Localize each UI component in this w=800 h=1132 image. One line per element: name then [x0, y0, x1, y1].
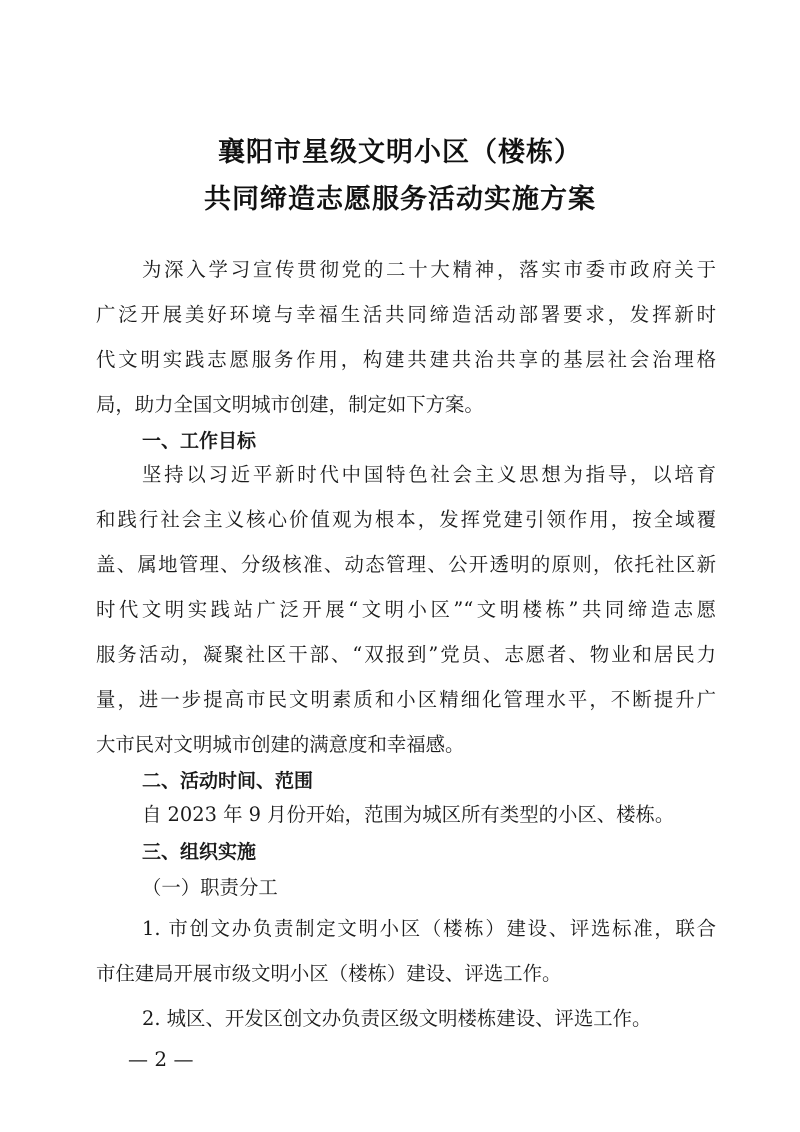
section-heading-time-scope: 二、活动时间、范围 [142, 770, 314, 792]
document-title-line-2: 共同缔造志愿服务活动实施方案 [204, 184, 596, 215]
section-heading-goals: 一、工作目标 [142, 430, 257, 452]
goals-line: 盖、属地管理、分级核准、动态管理、公开透明的原则，依托社区新 [96, 553, 716, 576]
page-number: — 2 — [128, 1047, 194, 1071]
intro-line: 广泛开展美好环境与幸福生活共同缔造活动部署要求，发挥新时 [96, 303, 716, 326]
duty-item-1-line: 1. 市创文办负责制定文明小区（楼栋）建设、评选标准，联合 [142, 917, 716, 940]
goals-line: 时代文明实践站广泛开展“文明小区”“文明楼栋”共同缔造志愿 [96, 598, 716, 621]
goals-line: 量，进一步提高市民文明素质和小区精细化管理水平，不断提升广 [96, 688, 716, 711]
section-heading-implementation: 三、组织实施 [142, 841, 257, 863]
intro-line: 为深入学习宣传贯彻党的二十大精神，落实市委市政府关于 [142, 258, 716, 281]
subsection-heading-duties: （一）职责分工 [142, 876, 278, 899]
goals-line: 服务活动，凝聚社区干部、“双报到”党员、志愿者、物业和居民力 [96, 643, 716, 666]
goals-line: 和践行社会主义核心价值观为根本，发挥党建引领作用，按全域覆 [96, 508, 716, 531]
duty-item-2-line: 2. 城区、开发区创文办负责区级文明楼栋建设、评选工作。 [142, 1007, 652, 1030]
goals-line: 大市民对文明城市创建的满意度和幸福感。 [96, 733, 465, 756]
document-title-line-1: 襄阳市星级文明小区（楼栋） [218, 137, 582, 168]
goals-line: 坚持以习近平新时代中国特色社会主义思想为指导，以培育 [142, 463, 716, 486]
intro-line: 代文明实践志愿服务作用，构建共建共治共享的基层社会治理格 [96, 348, 716, 371]
duty-item-1-line: 市住建局开展市级文明小区（楼栋）建设、评选工作。 [96, 962, 562, 985]
time-scope-line: 自 2023 年 9 月份开始，范围为城区所有类型的小区、楼栋。 [142, 803, 675, 826]
intro-line: 局，助力全国文明城市创建，制定如下方案。 [96, 393, 484, 416]
